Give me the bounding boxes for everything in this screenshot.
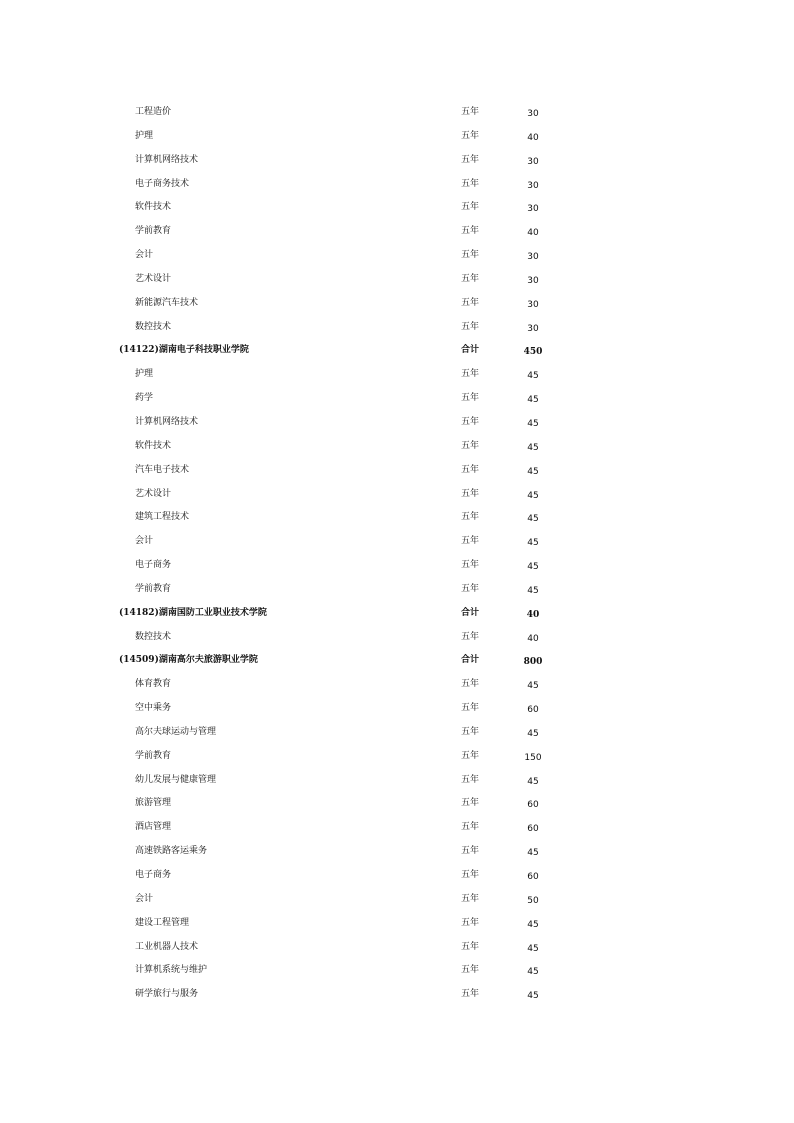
school-row: [0, 602, 794, 626]
total-count: 40: [526, 609, 540, 620]
enrollment-count: 30: [527, 156, 539, 167]
major-name: 护理: [135, 130, 154, 141]
major-name: 工程造价: [135, 107, 172, 117]
duration: 五年: [461, 488, 480, 499]
major-row: [0, 936, 794, 960]
enrollment-count: 45: [527, 991, 539, 1002]
enrollment-count: 40: [527, 228, 539, 239]
major-row: [0, 626, 794, 650]
school-name: (14182)湖南国防工业职业技术学院: [119, 607, 267, 618]
duration: 五年: [461, 774, 480, 785]
enrollment-count: 45: [527, 442, 539, 453]
major-row: [0, 316, 794, 340]
major-name: 高尔夫球运动与管理: [135, 726, 217, 737]
duration: 五年: [461, 393, 480, 404]
major-row: [0, 769, 794, 793]
duration: 五年: [461, 703, 480, 714]
major-row: [0, 840, 794, 864]
enrollment-count: 60: [527, 872, 539, 882]
major-name: 计算机网络技术: [135, 416, 199, 427]
enrollment-count: 45: [527, 371, 539, 382]
enrollment-count: 45: [527, 490, 539, 501]
major-row: [0, 721, 794, 745]
enrollment-count: 60: [527, 800, 539, 811]
major-row: [0, 912, 794, 936]
duration: 五年: [461, 178, 480, 189]
total-label: 合计: [461, 607, 480, 618]
enrollment-count: 45: [527, 848, 539, 859]
major-row: [0, 506, 794, 530]
school-row: [0, 339, 794, 363]
major-row: [0, 959, 794, 983]
major-name: 计算机系统与维护: [135, 965, 208, 976]
major-name: 酒店管理: [135, 822, 172, 833]
major-name: 研学旅行与服务: [135, 989, 199, 1000]
duration: 五年: [461, 130, 480, 141]
major-row: [0, 411, 794, 435]
major-row: [0, 578, 794, 602]
duration: 五年: [461, 512, 480, 523]
duration: 五年: [461, 941, 480, 952]
duration: 五年: [461, 822, 480, 833]
major-row: [0, 173, 794, 197]
school-name: (14122)湖南电子科技职业学院: [119, 345, 249, 356]
duration: 五年: [461, 893, 480, 904]
major-name: 建筑工程技术: [135, 512, 190, 523]
major-name: 电子商务技术: [135, 178, 190, 189]
enrollment-table: [0, 101, 794, 1007]
major-name: 艺术设计: [135, 488, 172, 499]
enrollment-count: 45: [527, 919, 539, 930]
enrollment-count: 45: [527, 538, 539, 549]
major-name: 会计: [135, 893, 154, 904]
total-label: 合计: [461, 345, 480, 356]
duration: 五年: [461, 202, 480, 213]
major-row: [0, 435, 794, 459]
enrollment-count: 45: [527, 418, 539, 429]
duration: 五年: [461, 369, 480, 380]
major-name: 幼儿发展与健康管理: [135, 774, 217, 785]
major-name: 旅游管理: [135, 798, 172, 809]
enrollment-count: 45: [527, 466, 539, 477]
major-name: 艺术设计: [135, 273, 172, 284]
major-name: 护理: [135, 369, 154, 380]
duration: 五年: [461, 154, 480, 165]
duration: 五年: [461, 416, 480, 427]
major-name: 会计: [135, 536, 154, 547]
major-name: 会计: [135, 250, 154, 261]
major-name: 学前教育: [135, 583, 172, 594]
enrollment-count: 30: [527, 323, 539, 334]
major-row: [0, 244, 794, 268]
major-name: 建设工程管理: [135, 917, 190, 928]
major-row: [0, 530, 794, 554]
major-name: 软件技术: [135, 440, 172, 451]
duration: 五年: [461, 750, 480, 761]
enrollment-count: 30: [527, 275, 539, 286]
major-row: [0, 673, 794, 697]
total-label: 合计: [461, 655, 480, 666]
major-name: 新能源汽车技术: [135, 297, 199, 308]
major-name: 药学: [135, 393, 154, 404]
duration: 五年: [461, 679, 480, 690]
duration: 五年: [461, 250, 480, 261]
major-name: 软件技术: [135, 202, 172, 213]
total-count: 800: [523, 657, 543, 668]
major-name: 高速铁路客运乘务: [135, 846, 208, 857]
duration: 五年: [461, 440, 480, 451]
major-name: 体育教育: [135, 679, 172, 690]
major-row: [0, 888, 794, 912]
enrollment-count: 150: [524, 752, 542, 763]
enrollment-count: 45: [527, 943, 539, 954]
duration: 五年: [461, 965, 480, 976]
major-row: [0, 483, 794, 507]
major-row: [0, 101, 794, 125]
major-row: [0, 196, 794, 220]
major-name: 汽车电子技术: [135, 464, 190, 475]
enrollment-count: 30: [527, 204, 539, 215]
duration: 五年: [461, 297, 480, 308]
enrollment-count: 45: [527, 681, 539, 692]
major-row: [0, 268, 794, 292]
duration: 五年: [461, 321, 480, 332]
enrollment-count: 60: [527, 824, 539, 835]
enrollment-count: 30: [527, 252, 539, 263]
enrollment-count: 45: [527, 967, 539, 978]
enrollment-count: 30: [527, 109, 539, 119]
major-name: 电子商务: [135, 560, 172, 571]
major-name: 计算机网络技术: [135, 154, 199, 165]
major-row: [0, 554, 794, 578]
enrollment-count: 30: [527, 299, 539, 310]
enrollment-count: 45: [527, 514, 539, 525]
enrollment-count: 60: [527, 705, 539, 716]
major-row: [0, 697, 794, 721]
major-name: 工业机器人技术: [135, 941, 199, 952]
duration: 五年: [461, 536, 480, 547]
enrollment-count: 45: [527, 562, 539, 573]
duration: 五年: [461, 226, 480, 237]
enrollment-count: 45: [527, 776, 539, 787]
duration: 五年: [461, 846, 480, 857]
duration: 五年: [461, 798, 480, 809]
duration: 五年: [461, 273, 480, 284]
major-row: [0, 864, 794, 888]
major-name: 学前教育: [135, 226, 172, 237]
enrollment-count: 50: [527, 895, 539, 906]
major-row: [0, 816, 794, 840]
major-name: 学前教育: [135, 750, 172, 761]
major-name: 空中乘务: [135, 703, 172, 714]
total-count: 450: [523, 347, 543, 358]
duration: 五年: [461, 631, 480, 642]
major-row: [0, 363, 794, 387]
enrollment-count: 40: [527, 633, 539, 644]
duration: 五年: [461, 464, 480, 475]
major-row: [0, 292, 794, 316]
major-row: [0, 125, 794, 149]
major-row: [0, 983, 794, 1007]
major-row: [0, 459, 794, 483]
enrollment-count: 40: [527, 132, 539, 143]
major-name: 数控技术: [135, 631, 172, 642]
duration: 五年: [461, 560, 480, 571]
school-name: (14509)湖南高尔夫旅游职业学院: [119, 655, 258, 666]
duration: 五年: [461, 989, 480, 1000]
major-row: [0, 387, 794, 411]
enrollment-count: 45: [527, 585, 539, 596]
major-row: [0, 220, 794, 244]
enrollment-count: 45: [527, 395, 539, 406]
major-row: [0, 792, 794, 816]
major-row: [0, 149, 794, 173]
major-row: [0, 745, 794, 769]
duration: 五年: [461, 870, 480, 880]
duration: 五年: [461, 917, 480, 928]
duration: 五年: [461, 583, 480, 594]
duration: 五年: [461, 107, 480, 117]
enrollment-count: 45: [527, 728, 539, 739]
duration: 五年: [461, 726, 480, 737]
enrollment-count: 30: [527, 180, 539, 191]
major-name: 数控技术: [135, 321, 172, 332]
major-name: 电子商务: [135, 870, 172, 880]
school-row: [0, 649, 794, 673]
